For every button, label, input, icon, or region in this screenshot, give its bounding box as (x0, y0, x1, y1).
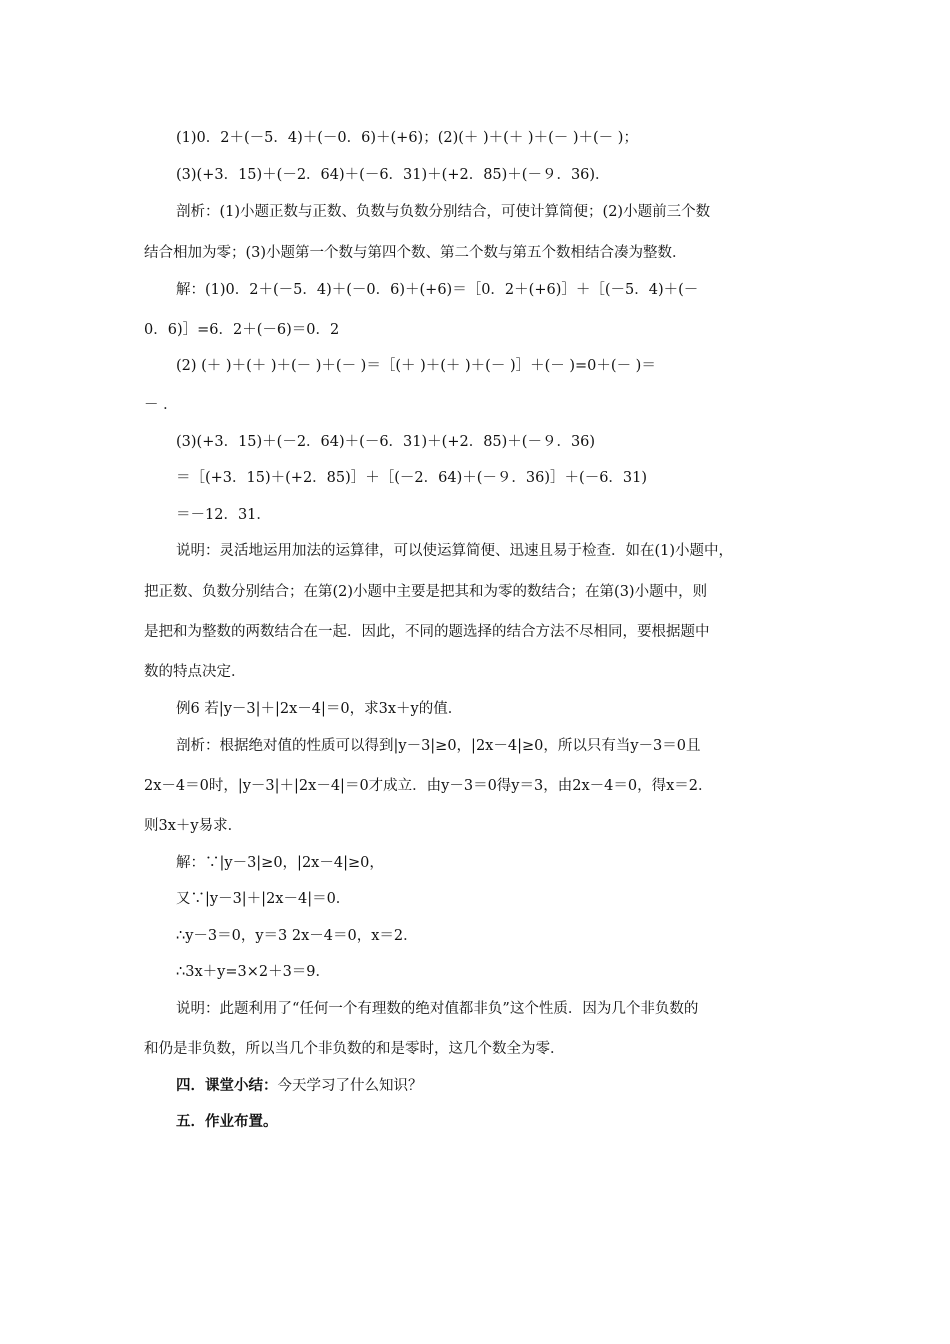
solution-line-2: 0．6)］=6．2＋(－6)＝0．2 (144, 322, 340, 338)
solution-line-4: － ． (144, 397, 178, 413)
summary-text: 今天学习了什么知识？ (277, 1078, 423, 1094)
analysis-line-1: 剖析：(1)小题正数与正数、负数与负数分别结合，可使计算简便；(2)小题前三个数 (176, 204, 711, 220)
solution2-line-2: 又∵|y－3|＋|2x－4|＝0． (176, 891, 351, 907)
note-line-4: 数的特点决定． (144, 664, 246, 680)
solution2-line-4: ∴3x＋y=3×2＋3＝9． (176, 964, 331, 980)
homework-heading: 五．作业布置。 (176, 1114, 278, 1130)
solution-line-7: ＝－12．31． (176, 507, 271, 523)
solution2-line-1: 解：∵|y－3|≥0，|2x－4|≥0， (176, 855, 384, 871)
problem-line-1: (1)0．2＋(－5．4)＋(－0．6)＋(+6)；(2)(＋ )＋(＋ )＋(－ )＋(－ )； (176, 130, 638, 146)
analysis2-line-2: 2x－4＝0时，|y－3|＋|2x－4|＝0才成立．由y－3＝0得y＝3，由2x－4＝0，得x＝2． (144, 778, 713, 794)
solution-line-5: (3)(+3．15)＋(－2．64)＋(－6．31)＋(+2．85)＋(－９．36) (176, 434, 596, 450)
note2-line-1: 说明：此题利用了“任何一个有理数的绝对值都非负”这个性质．因为几个非负数的 (176, 1001, 699, 1017)
example-6-line: 例6 若|y－3|＋|2x－4|＝0，求3x＋y的值． (176, 701, 463, 717)
solution-line-6: ＝［(+3．15)＋(+2．85)］＋［(－2．64)＋(－９．36)］＋(－6．31) (176, 470, 648, 486)
solution2-line-3: ∴y－3＝0，y＝3 2x－4＝0，x＝2． (176, 928, 418, 944)
analysis-line-2: 结合相加为零；(3)小题第一个数与第四个数、第二个数与第五个数相结合凑为整数． (144, 245, 687, 261)
solution-line-3: (2) (＋ )＋(＋ )＋(－ )＋(－ )＝［(＋ )＋(＋ )＋(－ )］＋(－ )=0＋(－ )＝ (176, 358, 656, 374)
summary-heading: 四．课堂小结： (176, 1078, 278, 1094)
note-line-2: 把正数、负数分别结合；在第(2)小题中主要是把其和为零的数结合；在第(3)小题中，则 (144, 584, 708, 600)
solution-line-1: 解：(1)0．2＋(－5．4)＋(－0．6)＋(+6)＝［0．2＋(+6)］＋［(－5．4)＋(－ (176, 282, 699, 298)
note2-line-2: 和仍是非负数，所以当几个非负数的和是零时，这几个数全为零． (144, 1041, 565, 1057)
homework-line (176, 1112, 824, 1132)
note-line-1: 说明：灵活地运用加法的运算律，可以使运算简便、迅速且易于检查．如在(1)小题中， (176, 543, 734, 559)
note-line-3: 是把和为整数的两数结合在一起．因此，不同的题选择的结合方法不尽相同，要根据题中 (144, 624, 710, 640)
summary-line (176, 1076, 824, 1096)
analysis2-line-3: 则3x＋y易求． (144, 818, 243, 834)
analysis2-line-1: 剖析：根据绝对值的性质可以得到|y－3|≥0，|2x－4|≥0，所以只有当y－3＝0且 (176, 738, 701, 754)
problem-line-2: (3)(+3．15)＋(－2．64)＋(－6．31)＋(+2．85)＋(－９．36)． (176, 167, 610, 183)
